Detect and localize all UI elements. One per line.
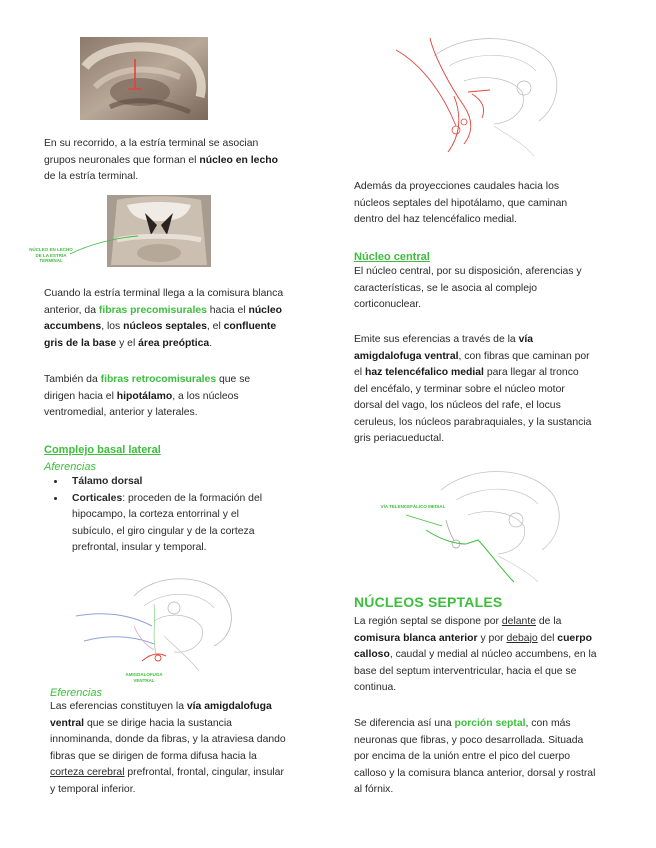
septal-paragraph: La región septal se dispone por delante de la comisura blanca anterior y por debajo del cuerpo calloso, caudal y medial al núcleo accumbens, en la base del septum interventricular, hacia el que se continua.: [354, 616, 597, 693]
eferencias-paragraph: Las eferencias constituyen la vía amigdalofuga ventral que se dirige hacia la sustancia innominanda, donde da fibras, y la atraviesa dando fibras que se dirigen de forma difusa hacia la corteza cerebral prefrontal, frontal, cingular, insular y temporal inferior.: [50, 701, 286, 795]
porcion-septal-paragraph: Se diferencia así una porción septal, con más neuronas que fibras, y poco desarrollada. Situada por encima de la unión entre el pico del cuerpo calloso y la comisura blanca anterior, dorsal y rostral al fórnix.: [354, 718, 596, 795]
central-paragraph: El núcleo central, por su disposición, aferencias y características, se le asocia al complejo corticonuclear.: [354, 266, 582, 310]
list-item: • Tálamo dorsal: [66, 474, 274, 491]
brain-sagittal-photo: [80, 37, 208, 120]
haz-telencefalico-label: VÍA TELENCEFÁLICO MEDIAL: [380, 504, 446, 509]
nucleo-lecho-label: NÚCLEO EN LECHO DE LA ESTRÍA TERMINAL: [29, 247, 73, 263]
estria-paragraph: En su recorrido, a la estría terminal se asocian grupos neuronales que forman el núcleo en lecho de la estría terminal.: [44, 138, 278, 182]
stria-terminalis-diagram: [394, 26, 564, 164]
caudales-paragraph: Además da proyecciones caudales hacia los núcleos septales del hipotálamo, que caminan dentro del haz telencéfalico medial.: [354, 181, 568, 225]
amygdala-pathway-diagram: [74, 566, 244, 676]
nucleo-lecho-pointer: [70, 232, 140, 258]
retrocomisural-paragraph: También da fibras retrocomisurales que se dirigen hacia el hipotálamo, a los núcleos ventromedial, anterior y laterales.: [44, 374, 251, 418]
aferencias-heading: Aferencias: [44, 461, 96, 473]
amigdalofuga-label: AMIGDALOFUGA VENTRAL: [125, 672, 163, 683]
aferencias-list: [44, 474, 274, 557]
nucleo-central-heading: Núcleo central: [354, 251, 430, 263]
emite-paragraph: Emite sus eferencias a través de la vía amigdalofuga ventral, con fibras que caminan por el haz telencéfalico medial para llegar al tronco del encéfalo, y terminar sobre el núcleo motor dorsal del vago, los núcleos del rafe, el locus ceruleus, los núcleos parabraquiales, y la sustancia gris periacueductal.: [354, 334, 592, 444]
list-item: • Corticales: proceden de la formación del hipocampo, la corteza entorrinal y el subículo, el giro cingular y de la corteza prefrontal, insular y temporal.: [66, 491, 274, 557]
medial-forebrain-bundle-diagram: [396, 460, 566, 585]
complejo-basal-heading: Complejo basal lateral: [44, 444, 161, 456]
nucleos-septales-heading: NÚCLEOS SEPTALES: [354, 594, 503, 610]
eferencias-heading: Eferencias: [50, 687, 102, 699]
comisura-paragraph: Cuando la estría terminal llega a la comisura blanca anterior, da fibras precomisurales hacia el núcleo accumbens, los núcleos septales, el confluente gris de la base y el área preóptica.: [44, 288, 284, 349]
